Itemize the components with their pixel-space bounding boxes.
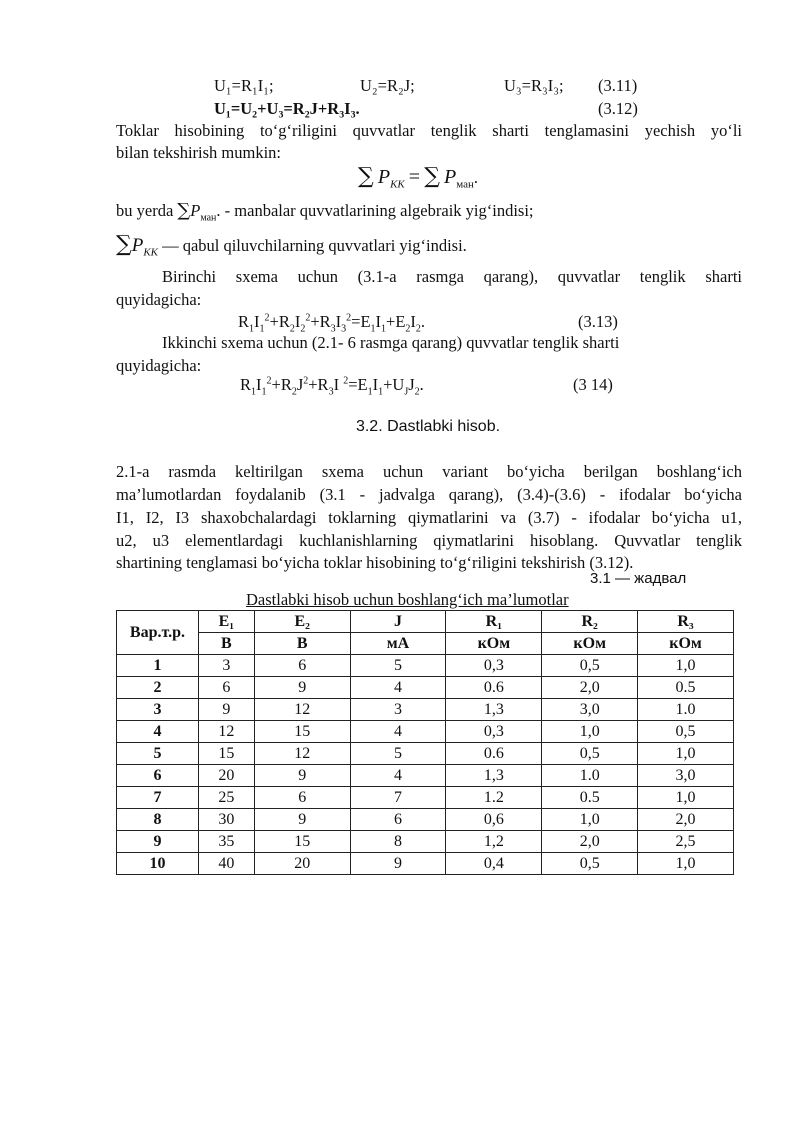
table-units-row: [117, 633, 734, 655]
table-cell-variant: 8: [117, 809, 199, 831]
table-unit: В: [254, 633, 350, 655]
table-cell: 3,0: [638, 765, 734, 787]
table-cell: 0,5: [542, 743, 638, 765]
table-cell: 4: [350, 721, 446, 743]
table-cell: 9: [254, 677, 350, 699]
table-cell: 1,0: [638, 853, 734, 875]
table-cell: 0,3: [446, 721, 542, 743]
equation-3-13-number: (3.13): [578, 312, 618, 331]
table-cell: 2,5: [638, 831, 734, 853]
table-cell: 12: [254, 699, 350, 721]
table-cell: 9: [350, 853, 446, 875]
power-symbol: P: [377, 166, 391, 188]
table-cell: 1.0: [638, 699, 734, 721]
table-row: [117, 699, 734, 721]
table-cell-variant: 9: [117, 831, 199, 853]
table-cell: 2,0: [542, 677, 638, 699]
table-cell: 4: [350, 677, 446, 699]
paragraph-3-line-2: quyidagicha:: [116, 356, 202, 375]
sum-symbol: ∑: [358, 164, 374, 189]
table-row: [117, 677, 734, 699]
equation-3-11-left: U₁=R₁I₁;: [214, 76, 274, 95]
table-header-r1: R₁: [446, 611, 542, 633]
equation-3-11-number: (3.11): [598, 76, 638, 95]
table-header-variant: Вар.т.р.: [117, 611, 199, 655]
table-cell: 30: [198, 809, 254, 831]
table-cell: 35: [198, 831, 254, 853]
table-caption: Dastlabki hisob uchun boshlang‘ich ma’lumotlar: [246, 590, 569, 609]
table-cell: 15: [198, 743, 254, 765]
power-symbol: P: [131, 235, 144, 256]
paragraph-4-line-4: u2, u3 elementlardagi kuchlanishlarning qiymatlarini hisoblang. Quvvatlar tenglik: [116, 531, 742, 550]
equation-3-14-number: (3 14): [573, 375, 613, 394]
table-cell: 6: [254, 787, 350, 809]
table-cell: 6: [254, 655, 350, 677]
table-header-e1: E₁: [198, 611, 254, 633]
table-cell: 9: [254, 765, 350, 787]
table-cell: 0,5: [542, 853, 638, 875]
table-cell: 1,0: [638, 787, 734, 809]
table-cell: 25: [198, 787, 254, 809]
table-cell: 2,0: [542, 831, 638, 853]
table-cell: 0,5: [638, 721, 734, 743]
table-cell: 3,0: [542, 699, 638, 721]
table-body: [117, 655, 734, 875]
equation-3-14: $R_1I_1^2+R_2J^2+R_3I$ $^2=E_1I_1+U_JJ_2$.: [240, 375, 424, 398]
table-cell: 1,0: [542, 809, 638, 831]
table-cell-variant: 7: [117, 787, 199, 809]
table-cell: 6: [198, 677, 254, 699]
power-subscript-kk: КК: [390, 178, 405, 191]
definition-sources: bu yerda $\sum P_{ман}$. - manbalar quvvatlarining algebraik yig‘indisi;: [116, 200, 534, 224]
paragraph-1-line-2: bilan tekshirish mumkin:: [116, 143, 281, 162]
table-cell: 0,3: [446, 655, 542, 677]
table-cell: 6: [350, 809, 446, 831]
table-cell-variant: 6: [117, 765, 199, 787]
table-cell: 1,2: [446, 831, 542, 853]
table-cell: 9: [198, 699, 254, 721]
table-cell-variant: 1: [117, 655, 199, 677]
table-cell: 1,0: [542, 721, 638, 743]
table-header-r3: R₃: [638, 611, 734, 633]
power-balance-equation: ∑ $P_{КК}$ = ∑ $P_{ман}$.: [358, 164, 479, 191]
paragraph-2-line-2: quyidagicha:: [116, 290, 202, 309]
table-cell-variant: 4: [117, 721, 199, 743]
paragraph-4-line-1: 2.1-a rasmda keltirilgan sxema uchun variant bo‘yicha berilgan boshlang‘ich: [116, 462, 742, 481]
table-cell-variant: 3: [117, 699, 199, 721]
table-header-r2: R₂: [542, 611, 638, 633]
table-unit: кОм: [638, 633, 734, 655]
table-cell: 1,0: [638, 743, 734, 765]
table-cell-variant: 2: [117, 677, 199, 699]
equation-3-11-mid: U₂=R₂J;: [360, 76, 415, 95]
table-cell: 20: [198, 765, 254, 787]
table-cell: 12: [254, 743, 350, 765]
sum-symbol: ∑: [177, 200, 191, 221]
table-cell: 0.6: [446, 743, 542, 765]
table-cell: 9: [254, 809, 350, 831]
paragraph-4-line-3: I1, I2, I3 shaxobchalardagi toklarning qiymatlarini va (3.7) - ifodalar bo‘yicha u1,: [116, 508, 742, 527]
table-cell: 7: [350, 787, 446, 809]
equation-3-11-right: U₃=R₃I₃;: [504, 76, 564, 95]
power-subscript-man: ман: [456, 178, 474, 191]
table-cell: 3: [350, 699, 446, 721]
table-cell: 0.6: [446, 677, 542, 699]
table-header-row: [117, 611, 734, 633]
table-cell: 4: [350, 765, 446, 787]
table-row: [117, 853, 734, 875]
table-row: [117, 743, 734, 765]
table-cell: 15: [254, 721, 350, 743]
paragraph-4-line-2: ma’lumotlardan foydalanib (3.1 - jadvalga qarang), (3.4)-(3.6) - ifodalar bo‘yicha: [116, 485, 742, 504]
table-cell: 1,3: [446, 699, 542, 721]
table-row: [117, 809, 734, 831]
table-row: [117, 655, 734, 677]
table-cell: 1.2: [446, 787, 542, 809]
table-label: 3.1 — жадвал: [590, 570, 687, 587]
table-cell-variant: 5: [117, 743, 199, 765]
data-table: [116, 610, 734, 875]
equation-3-12: U₁=U₂+U₃=R₂J+R₃I₃.: [214, 99, 360, 118]
paragraph-3-line-1: Ikkinchi sxema uchun (2.1- 6 rasmga qarang) quvvatlar tenglik sharti: [162, 333, 620, 352]
equation-3-12-number: (3.12): [598, 99, 638, 118]
table-row: [117, 831, 734, 853]
table-cell: 5: [350, 655, 446, 677]
table-header-j: J: [350, 611, 446, 633]
power-symbol: P: [444, 166, 457, 188]
table-unit: кОм: [446, 633, 542, 655]
table-cell: 1,0: [638, 655, 734, 677]
paragraph-4-line-5: shartining tenglamasi bo‘yicha toklar hisobining to‘g‘riligini tekshirish (3.12).: [116, 553, 634, 572]
table-cell: 1.0: [542, 765, 638, 787]
table-cell: 0.5: [638, 677, 734, 699]
table-cell: 5: [350, 743, 446, 765]
table-row: [117, 765, 734, 787]
sum-symbol: ∑: [116, 232, 132, 257]
table-cell: 40: [198, 853, 254, 875]
table-cell: 0,4: [446, 853, 542, 875]
table-cell: 12: [198, 721, 254, 743]
table-cell: 15: [254, 831, 350, 853]
table-cell: 8: [350, 831, 446, 853]
table-cell-variant: 10: [117, 853, 199, 875]
table-unit: В: [198, 633, 254, 655]
table-row: [117, 787, 734, 809]
paragraph-2-line-1: Birinchi sxema uchun (3.1-a rasmga qarang), quvvatlar tenglik sharti: [162, 267, 742, 286]
table-cell: 1,3: [446, 765, 542, 787]
power-symbol: P: [190, 201, 201, 220]
table-unit: мА: [350, 633, 446, 655]
definition-consumers: $\sum P_{КК}$ — qabul qiluvchilarning quvvatlari yig‘indisi.: [116, 232, 467, 259]
equation-3-13: $R_1I_1^2+R_2I_2^2+R_3I_3^2=E_1I_1+E_2I_2$.: [238, 312, 426, 335]
section-title: 3.2. Dastlabki hisob.: [355, 418, 501, 435]
table-unit: кОм: [542, 633, 638, 655]
table-header-e2: E₂: [254, 611, 350, 633]
table-cell: 0.5: [542, 787, 638, 809]
table-row: [117, 721, 734, 743]
table-cell: 0,5: [542, 655, 638, 677]
paragraph-1-line-1: Toklar hisobining to‘g‘riligini quvvatlar tenglik sharti tenglamasini yechish yo‘li: [116, 121, 742, 140]
table-cell: 3: [198, 655, 254, 677]
sum-symbol: ∑: [424, 164, 440, 189]
table-cell: 2,0: [638, 809, 734, 831]
table-cell: 20: [254, 853, 350, 875]
table-cell: 0,6: [446, 809, 542, 831]
